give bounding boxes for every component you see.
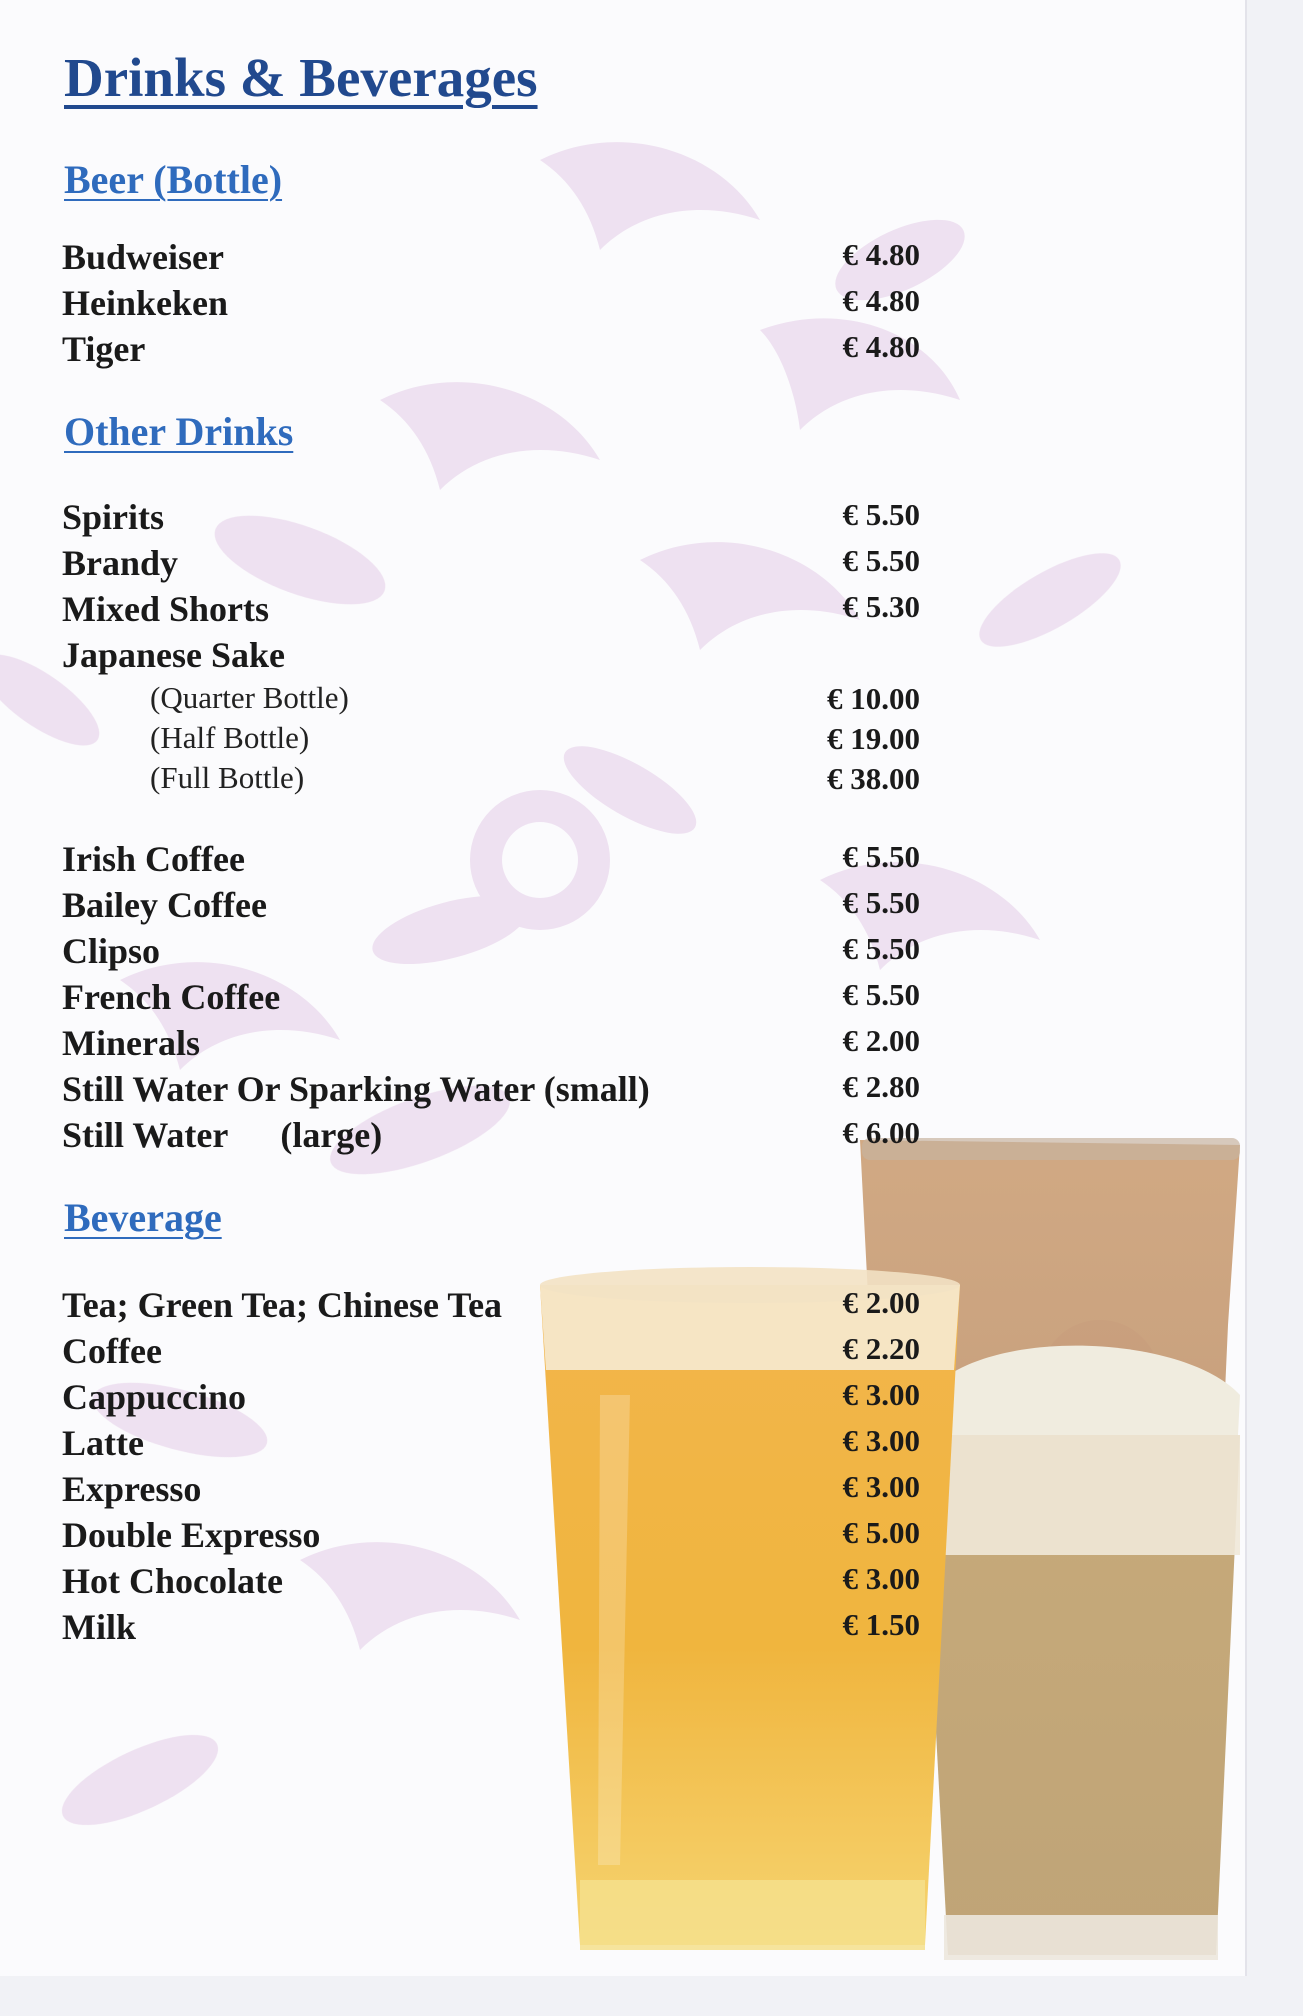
menu-item [0,634,940,680]
menu-item [0,1284,940,1330]
item-price: € 4.80 [842,329,920,364]
item-name: Mixed Shorts [62,589,269,629]
item-name: Bailey Coffee [62,885,267,925]
menu-item [0,1376,940,1422]
menu-item [0,236,940,282]
section-heading-beer: Beer (Bottle) [64,157,283,202]
item-price: € 4.80 [842,237,920,272]
item-name: French Coffee [62,977,281,1017]
item-name: Expresso [62,1469,202,1509]
item-name: Heinkeken [62,283,229,323]
item-price: € 5.50 [842,497,920,532]
item-price: € 2.80 [842,1069,920,1104]
item-name-suffix: (large) [280,1115,383,1155]
menu-item [0,282,940,328]
item-price: € 3.00 [842,1377,920,1412]
menu-item [0,1022,940,1068]
item-price: € 3.00 [842,1423,920,1458]
item-name: Double Expresso [62,1515,321,1555]
item-price: € 5.50 [842,543,920,578]
menu-item [0,1068,940,1114]
menu-item [0,838,940,884]
item-name: Budweiser [62,237,224,277]
menu-item [0,976,940,1022]
item-price: € 5.50 [842,931,920,966]
item-name: (Quarter Bottle) [150,680,349,715]
item-name: Tiger [62,329,146,369]
item-price: € 3.00 [842,1561,920,1596]
item-name: Hot Chocolate [62,1561,283,1601]
item-price: € 5.50 [842,885,920,920]
item-name: Clipso [62,931,161,971]
menu-item [0,1330,940,1376]
menu-item [0,328,940,374]
item-price: € 6.00 [842,1115,920,1150]
item-price: € 2.20 [842,1331,920,1366]
menu-item [0,930,940,976]
menu-item [0,1468,940,1514]
item-name: Coffee [62,1331,162,1371]
item-price: € 5.30 [842,589,920,624]
menu-item [0,1606,940,1652]
item-name: Latte [62,1423,144,1463]
menu-item [0,496,940,542]
item-price: € 1.50 [842,1607,920,1642]
menu-item [0,1560,940,1606]
item-name: Milk [62,1607,137,1647]
item-price: € 5.50 [842,839,920,874]
item-price: € 3.00 [842,1469,920,1504]
item-price: € 2.00 [842,1285,920,1320]
item-name: Brandy [62,543,179,583]
menu-item [0,542,940,588]
menu-item [0,588,940,634]
item-name: Spirits [62,497,165,537]
item-name: Japanese Sake [62,635,286,675]
item-price: € 5.50 [842,977,920,1012]
item-price: € 5.00 [842,1515,920,1550]
item-price: € 2.00 [842,1023,920,1058]
item-price: € 10.00 [827,681,920,716]
item-name: Irish Coffee [62,839,245,879]
item-name: Minerals [62,1023,200,1063]
menu-item [0,1422,940,1468]
item-name: (Half Bottle) [150,720,310,755]
menu-item [0,1114,940,1160]
item-price: € 4.80 [842,283,920,318]
menu-item [0,1514,940,1560]
menu-title: Drinks & Beverages [64,47,538,108]
section-heading-other-drinks: Other Drinks [64,409,294,454]
item-price: € 38.00 [827,761,920,796]
item-name: (Full Bottle) [150,760,305,795]
item-name: Cappuccino [62,1377,247,1417]
menu-sub-item [0,760,940,806]
item-name [62,1114,382,1156]
section-heading-beverage: Beverage [64,1195,222,1240]
item-name-main: Still Water [62,1115,229,1155]
item-name: Still Water Or Sparking Water (small) [62,1069,650,1109]
item-name: Tea; Green Tea; Chinese Tea [62,1285,503,1325]
item-price: € 19.00 [827,721,920,756]
menu-item [0,884,940,930]
